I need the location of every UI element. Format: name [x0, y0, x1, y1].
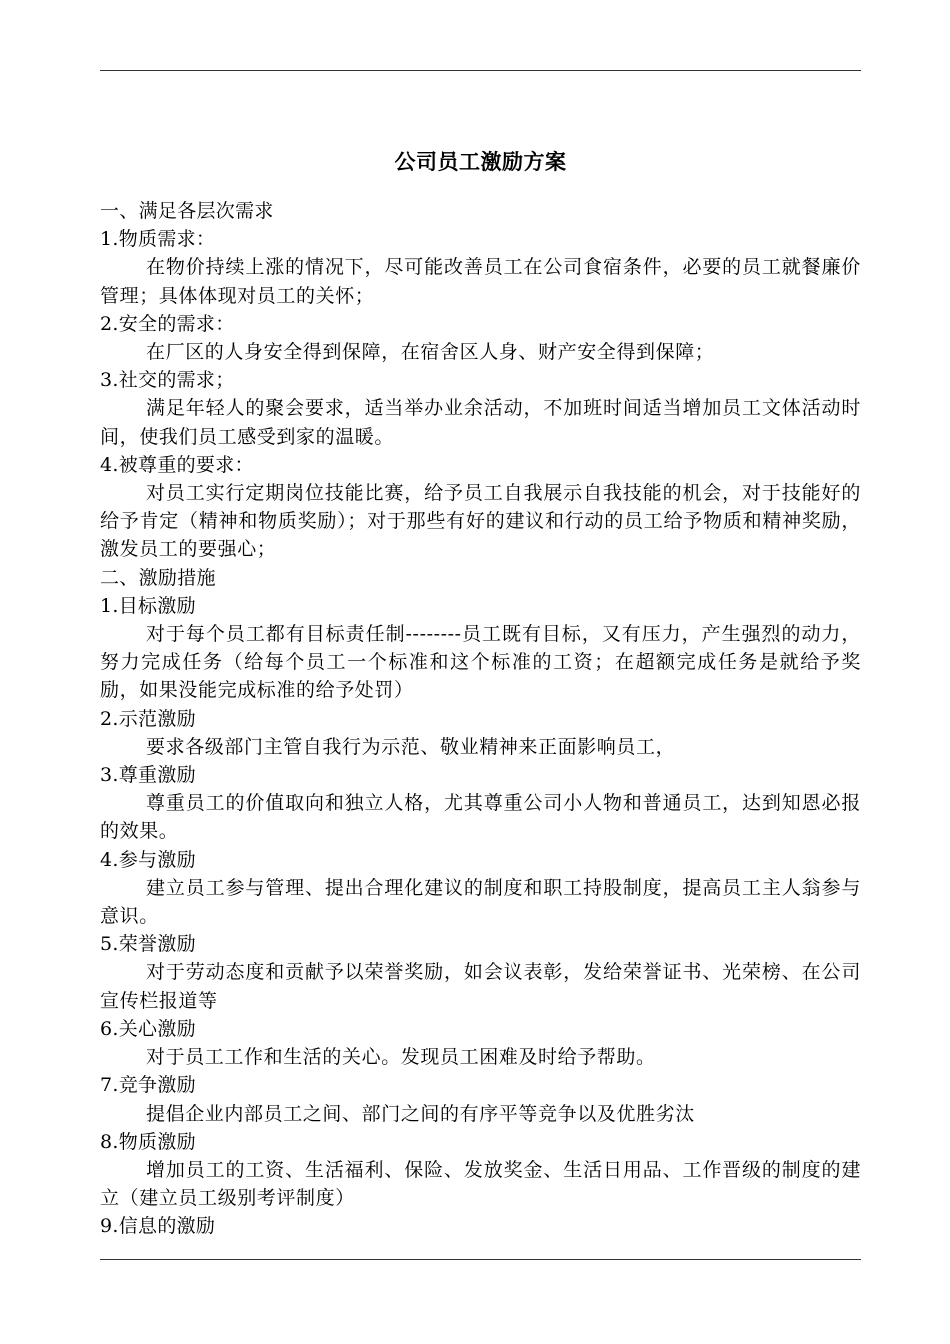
document-body — [100, 197, 861, 1241]
body-paragraph: 对员工实行定期岗位技能比赛，给予员工自我展示自我技能的机会，对于技能好的给予肯定（精神和物质奖励）；对于那些有好的建议和行动的员工给予物质和精神奖励，激发员工的要强心； — [100, 482, 861, 561]
item-heading: 3.尊重激励 — [100, 764, 196, 787]
body-paragraph: 在厂区的人身安全得到保障，在宿舍区人身、财产安全得到保障； — [146, 341, 715, 364]
body-paragraph: 满足年轻人的聚会要求，适当举办业余活动，不加班时间适当增加员工文体活动时间，使我们员工感受到家的温暖。 — [100, 397, 861, 448]
body-paragraph: 提倡企业内部员工之间、部门之间的有序平等竞争以及优胜劣汰 — [146, 1102, 695, 1125]
body-paragraph: 建立员工参与管理、提出合理化建议的制度和职工持股制度，提高员工主人翁参与意识。 — [100, 876, 861, 928]
item-heading: 2.安全的需求： — [100, 312, 235, 335]
body-paragraph: 尊重员工的价值取向和独立人格，尤其尊重公司小人物和普通员工，达到知恩必报的效果。 — [100, 792, 861, 843]
footer-rule — [100, 1259, 861, 1260]
item-heading: 8.物质激励 — [100, 1130, 196, 1153]
body-paragraph: 增加员工的工资、生活福利、保险、发放奖金、生活日用品、工作晋级的制度的建立（建立员工级别考评制度） — [100, 1158, 861, 1210]
body-paragraph: 对于员工工作和生活的关心。发现员工困难及时给予帮助。 — [146, 1046, 656, 1069]
document-title: 公司员工激励方案 — [394, 149, 567, 174]
item-heading: 6.关心激励 — [100, 1017, 196, 1040]
item-heading: 1.物质需求： — [100, 228, 216, 251]
header-rule — [100, 70, 861, 71]
item-heading: 7.竞争激励 — [100, 1074, 196, 1097]
body-paragraph: 要求各级部门主管自我行为示范、敬业精神来正面影响员工， — [146, 735, 676, 758]
item-heading: 3.社交的需求； — [100, 369, 235, 392]
section-heading: 一、满足各层次需求 — [100, 200, 274, 222]
item-heading: 4.被尊重的要求： — [100, 453, 254, 476]
item-heading: 4.参与激励 — [100, 848, 196, 871]
body-paragraph: 对于每个员工都有目标责任制--------员工既有目标，又有压力，产生强烈的动力，努力完成任务（给每个员工一个标准和这个标准的工资；在超额完成任务是就给予奖励，如果没能完成标准的给予处罚） — [100, 623, 861, 702]
item-heading: 1.目标激励 — [100, 594, 196, 617]
item-heading: 2.示范激励 — [100, 707, 196, 730]
body-paragraph: 对于劳动态度和贡献予以荣誉奖励，如会议表彰，发给荣誉证书、光荣榜、在公司宣传栏报道等 — [100, 961, 861, 1012]
body-paragraph: 在物价持续上涨的情况下，尽可能改善员工在公司食宿条件，必要的员工就餐廉价管理；具体体现对员工的关怀； — [100, 256, 861, 307]
item-heading: 5.荣誉激励 — [100, 933, 196, 956]
section-heading: 二、激励措施 — [100, 566, 216, 589]
item-heading: 9.信息的激励 — [100, 1215, 216, 1238]
